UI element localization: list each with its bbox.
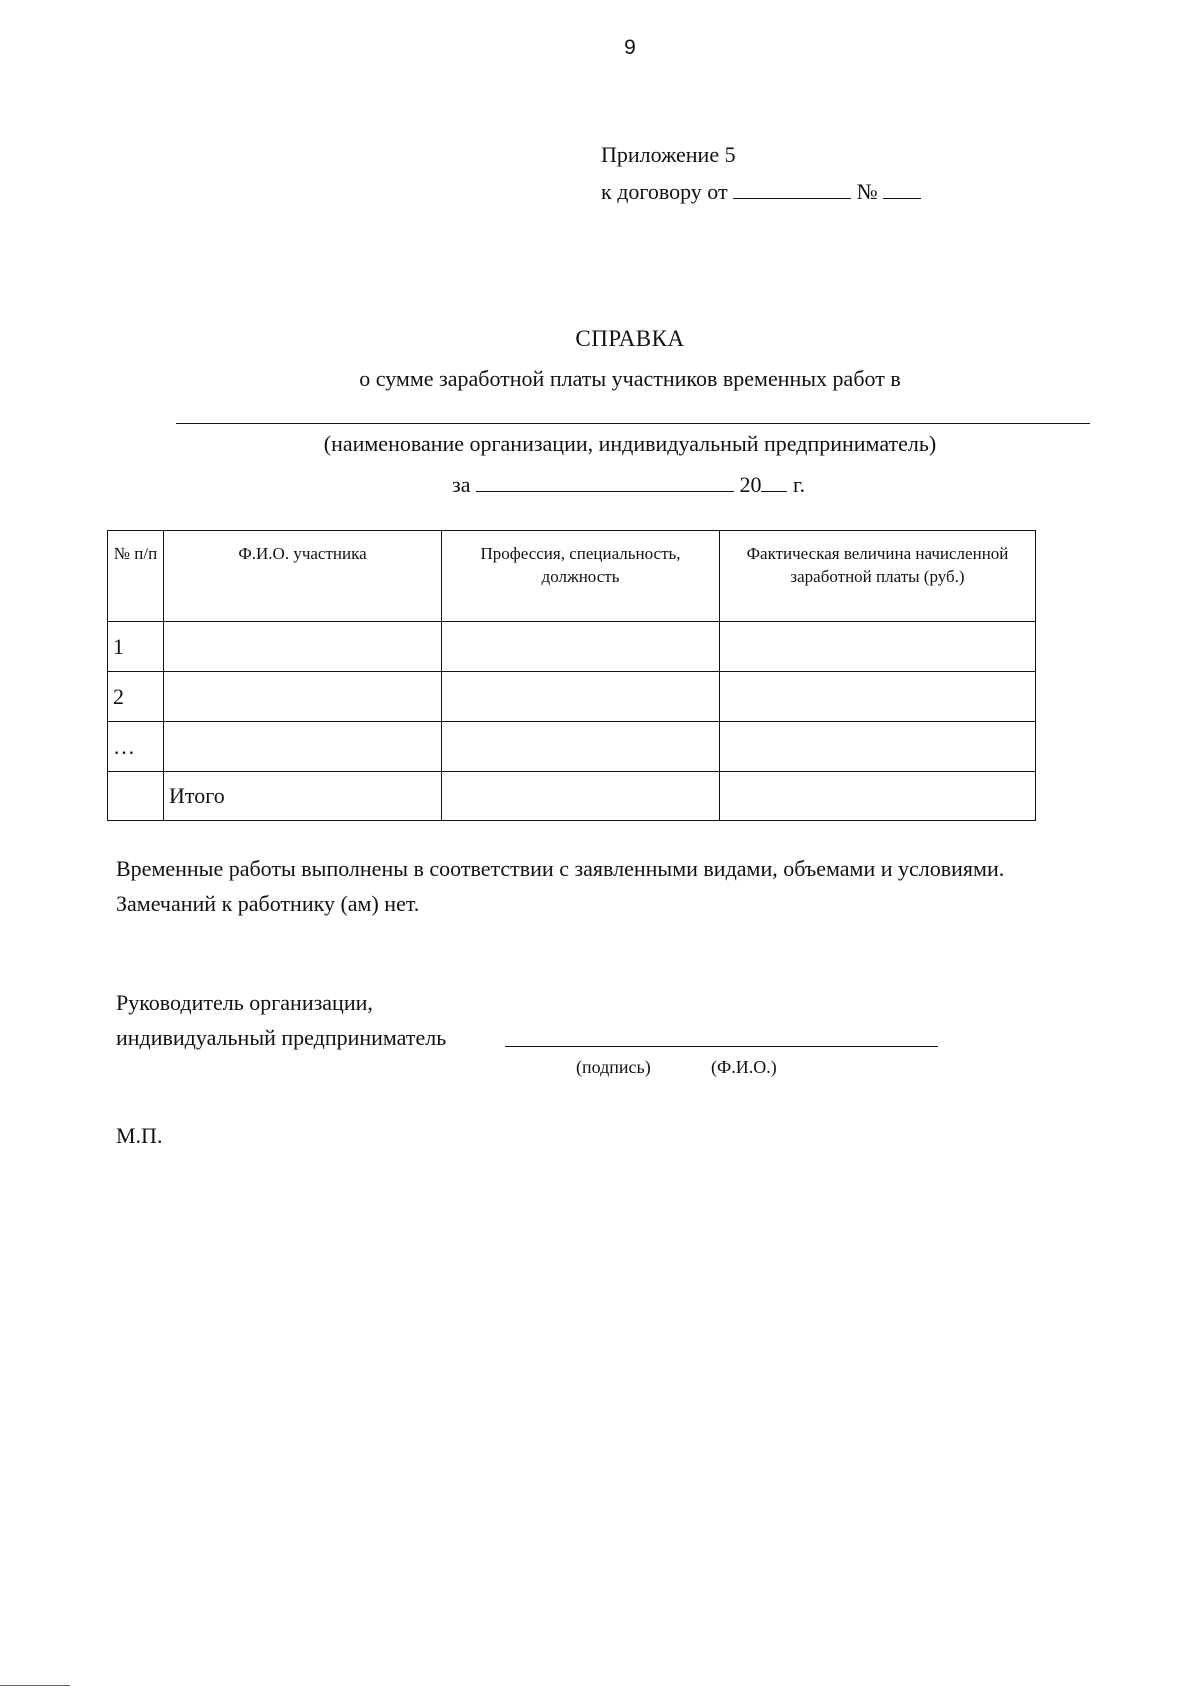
table-row	[108, 722, 1036, 772]
cell-full-name	[164, 722, 442, 772]
year-prefix: 20	[739, 472, 762, 497]
period-blank	[476, 469, 734, 492]
cell-number: 2	[108, 672, 164, 722]
cell-number: …	[108, 722, 164, 772]
signature-line	[505, 1046, 938, 1047]
header-profession: Профессия, специальность, должность	[442, 531, 720, 622]
cell-number: 1	[108, 622, 164, 672]
contract-number-blank	[883, 176, 921, 199]
document-title: СПРАВКА	[575, 326, 685, 351]
year-suffix: г.	[792, 472, 806, 497]
appendix-title: Приложение 5	[601, 142, 736, 167]
cell-number	[108, 772, 164, 821]
period-label: за	[452, 472, 471, 497]
header-full-name: Ф.И.О. участника	[164, 531, 442, 622]
document-subtitle: о сумме заработной платы участников временных работ в	[359, 366, 901, 391]
organization-caption: (наименование организации, индивидуальный предприниматель)	[323, 431, 937, 456]
report-period	[452, 469, 805, 498]
table-row	[108, 622, 1036, 672]
appendix-header	[601, 136, 921, 210]
scan-corner-mark	[0, 1685, 70, 1686]
organization-name-line	[176, 423, 1090, 424]
cell-salary	[720, 622, 1036, 672]
cell-salary	[720, 722, 1036, 772]
header-salary: Фактическая величина начисленной заработной платы (руб.)	[720, 531, 1036, 622]
page-number: 9	[624, 36, 636, 59]
cell-total-label: Итого	[164, 772, 442, 821]
signer-line-2: индивидуальный предприниматель	[116, 1025, 447, 1050]
statement-paragraph: Временные работы выполнены в соответствии с заявленными видами, объемами и условиями. Замечаний к работнику (ам) нет.	[116, 856, 1005, 916]
signer-block	[116, 985, 446, 1055]
table-row	[108, 672, 1036, 722]
cell-salary	[720, 672, 1036, 722]
number-sign: №	[856, 179, 878, 204]
name-caption: (Ф.И.О.)	[711, 1057, 777, 1077]
appendix-contract-ref	[601, 173, 921, 210]
cell-salary	[720, 772, 1036, 821]
cell-full-name	[164, 622, 442, 672]
table-total-row	[108, 772, 1036, 821]
header-number: № п/п	[108, 531, 164, 622]
contract-ref-label: к договору от	[601, 179, 728, 204]
year-blank	[761, 469, 787, 492]
table-header-row	[108, 531, 1036, 622]
signature-caption: (подпись)	[576, 1057, 651, 1077]
contract-date-blank	[733, 176, 851, 199]
cell-profession	[442, 722, 720, 772]
cell-full-name	[164, 672, 442, 722]
cell-profession	[442, 672, 720, 722]
cell-profession	[442, 622, 720, 672]
signer-line-1: Руководитель организации,	[116, 990, 373, 1015]
cell-profession	[442, 772, 720, 821]
seal-placeholder: М.П.	[116, 1123, 163, 1148]
salary-table	[107, 530, 1036, 821]
